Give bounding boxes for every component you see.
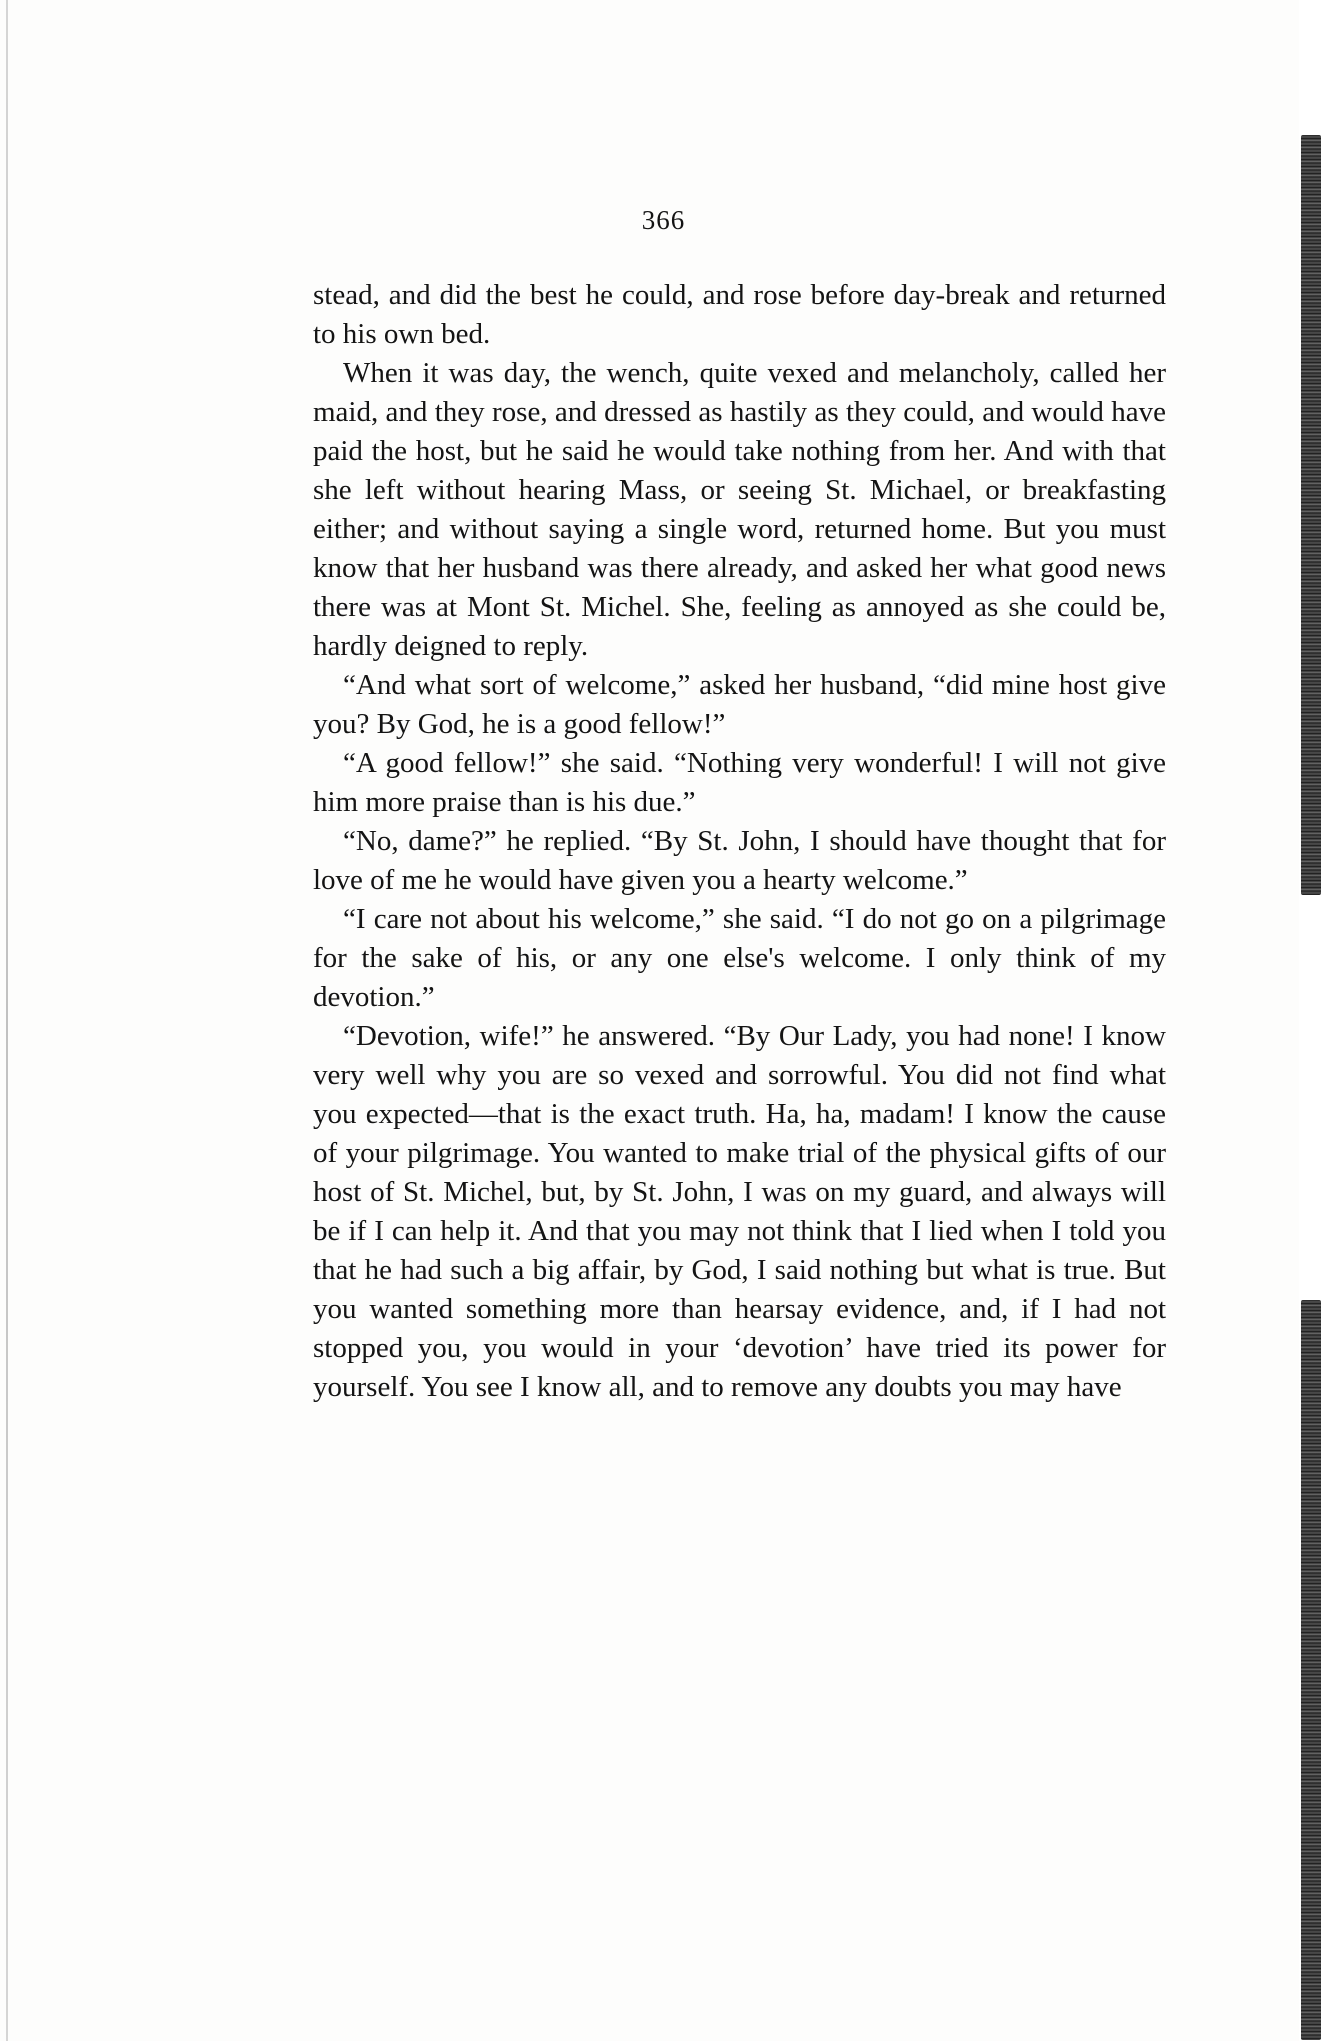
paragraph: “And what sort of welcome,” asked her husband, “did mine host give you? By God, he is a good fellow!” [313,669,1166,740]
body-text [313,276,1166,1407]
paragraph: “No, dame?” he replied. “By St. John, I should have thought that for love of me he would have given you a hearty welcome.” [313,825,1166,896]
page-number: 366 [641,205,686,235]
paragraph: stead, and did the best he could, and rose before day-break and returned to his own bed. [313,279,1166,350]
page-left-edge [6,0,8,2041]
paragraph: “A good fellow!” she said. “Nothing very wonderful! I will not give him more praise than is his due.” [313,747,1166,818]
binding-shadow-upper [1301,135,1321,895]
paragraph: “I care not about his welcome,” she said. “I do not go on a pilgrimage for the sake of his, or any one else's welcome. I only think of my devotion.” [313,903,1166,1013]
binding-shadow-lower [1301,1300,1321,2040]
page-right-margin [1299,0,1327,2041]
paragraph: “Devotion, wife!” he answered. “By Our Lady, you had none! I know very well why you are so vexed and sorrowful. You did not find what you expected—that is the exact truth. Ha, ha, madam! I know the cause of your pilgrimage. You wanted to make trial of the physical gifts of our host of St. Michel, but, by St. John, I was on my guard, and always will be if I can help it. And that you may not think that I lied when I told you that he had such a big affair, by God, I said nothing but what is true. But you wanted something more than hearsay evidence, and, if I had not stopped you, you would in your ‘devotion’ have tried its power for yourself. You see I know all, and to remove any doubts you may have [313,1020,1166,1403]
paragraph: When it was day, the wench, quite vexed and melancholy, called her maid, and they rose, and dressed as hastily as they could, and would have paid the host, but he said he would take nothing from her. And with that she left without hearing Mass, or seeing St. Michael, or breakfasting either; and without saying a single word, returned home. But you must know that her husband was there already, and asked her what good news there was at Mont St. Michel. She, feeling as annoyed as she could be, hardly deigned to reply. [313,357,1166,662]
